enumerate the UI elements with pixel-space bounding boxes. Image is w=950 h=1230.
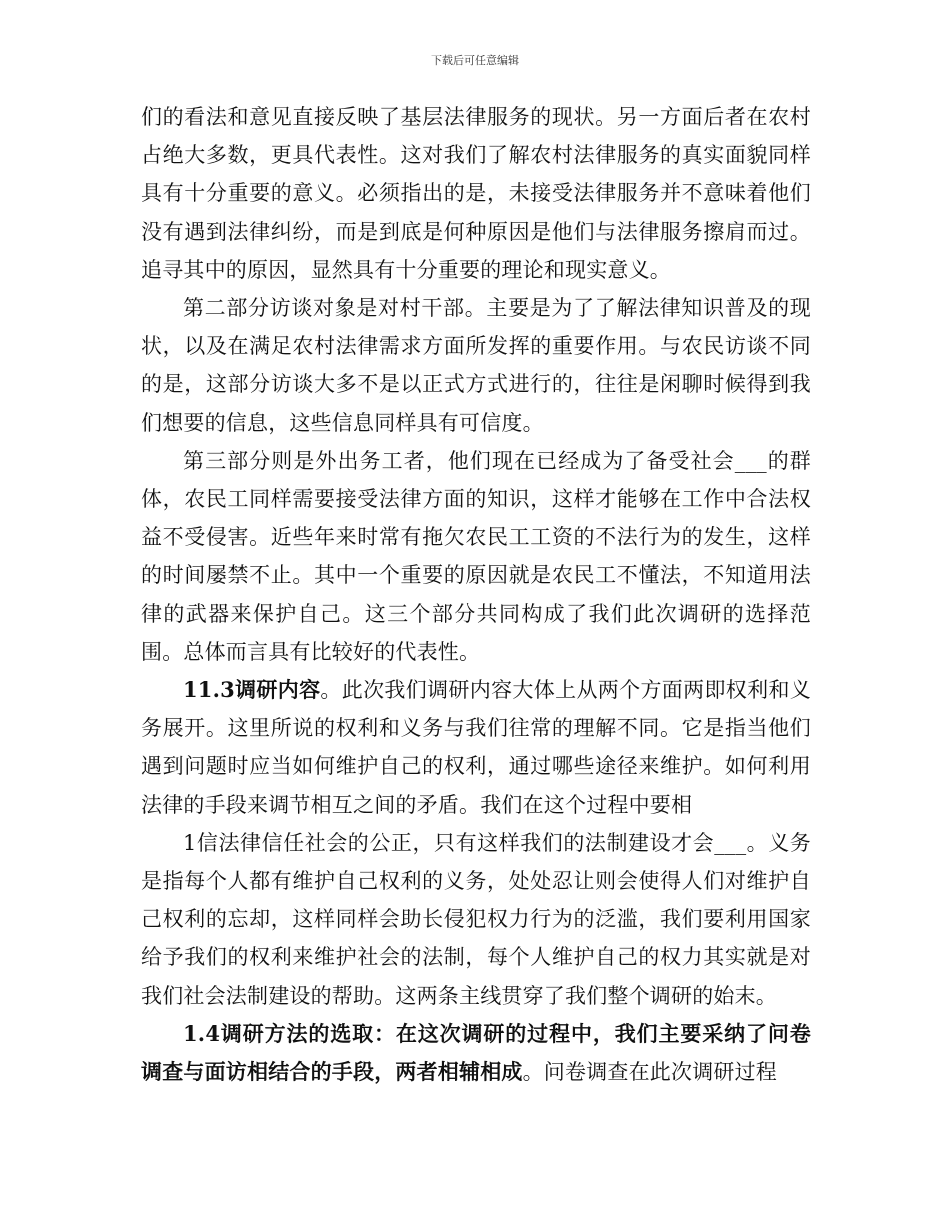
section-heading-1-4: 1.4调研方法的选取：在这次调研的过程中，我们主要采纳了问卷调查与面访相结合的手段，两者相辅相成 — [141, 1020, 811, 1085]
paragraph-6 — [141, 1015, 811, 1091]
paragraph-4 — [141, 671, 811, 824]
section-heading-11-3: 11.3调研内容 — [183, 677, 321, 703]
paragraph-4-body: 。此次我们调研内容大体上从两个方面两即权利和义务展开。这里所说的权利和义务与我们往常的理解不同。它是指当他们遇到问题时应当如何维护自己的权利，通过哪些途径来维护。如何利用法律的手段来调节相互之间的矛盾。我们在这个过程中要相 — [141, 678, 811, 817]
paragraph-5: 1信法律信任社会的公正，只有这样我们的法制建设才会___。义务是指每个人都有维护自己权利的义务，处处忍让则会使得人们对维护自己权利的忘却，这样同样会助长侵犯权力行为的泛滥，我们要利用国家给予我们的权利来维护社会的法制，每个人维护自己的权力其实就是对我们社会法制建设的帮助。这两条主线贯穿了我们整个调研的始末。 — [141, 830, 811, 1008]
paragraph-6-body: 。问卷调查在此次调研过程 — [522, 1060, 778, 1085]
document-body — [141, 98, 811, 1091]
paragraph-2: 第二部分访谈对象是对村干部。主要是为了了解法律知识普及的现状，以及在满足农村法律需求方面所发挥的重要作用。与农民访谈不同的是，这部分访谈大多不是以正式方式进行的，往往是闲聊时候得到我们想要的信息，这些信息同样具有可信度。 — [141, 296, 811, 435]
paragraph-3: 第三部分则是外出务工者，他们现在已经成为了备受社会___的群体，农民工同样需要接受法律方面的知识，这样才能够在工作中合法权益不受侵害。近些年来时常有拖欠农民工工资的不法行为的发生，这样的时间屡禁不止。其中一个重要的原因就是农民工不懂法，不知道用法律的武器来保护自己。这三个部分共同构成了我们此次调研的选择范围。总体而言具有比较好的代表性。 — [141, 448, 811, 664]
paragraph-1: 们的看法和意见直接反映了基层法律服务的现状。另一方面后者在农村占绝大多数，更具代表性。这对我们了解农村法律服务的真实面貌同样具有十分重要的意义。必须指出的是，未接受法律服务并不意味着他们没有遇到法律纠纷，而是到底是何种原因是他们与法律服务擦肩而过。追寻其中的原因，显然具有十分重要的理论和现实意义。 — [141, 105, 811, 282]
page-header: 下载后可任意编辑 — [431, 54, 519, 67]
